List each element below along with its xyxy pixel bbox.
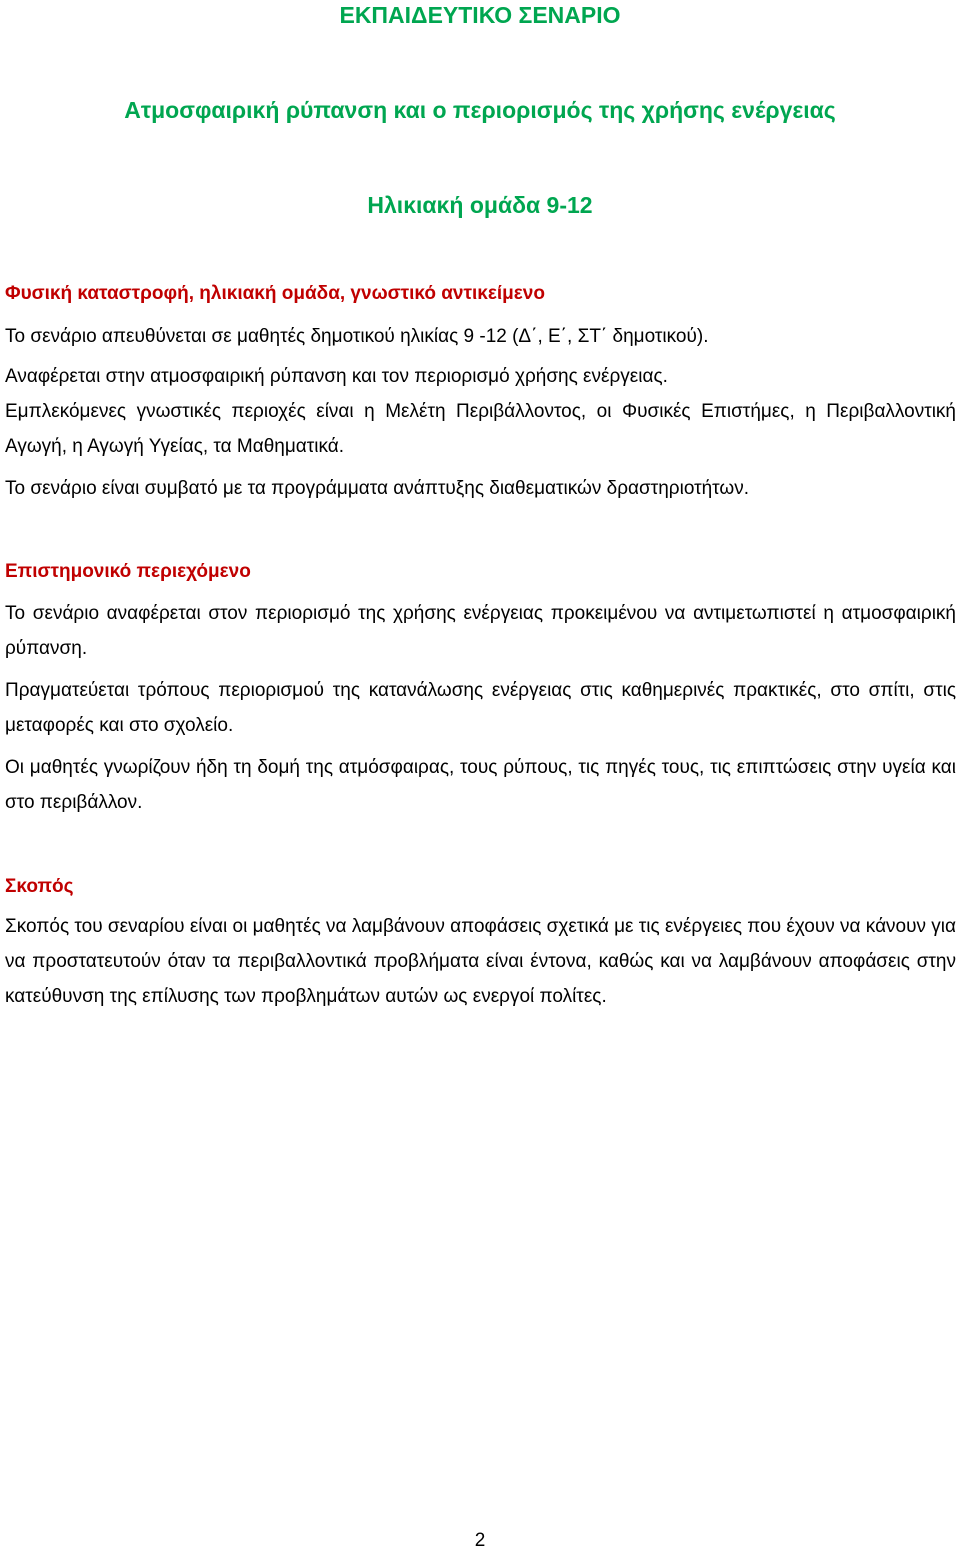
document-title: ΕΚΠΑΙΔΕΥΤΙΚΟ ΣΕΝΑΡΙΟ: [339, 2, 621, 28]
overview-paragraph-audience: Το σενάριο απευθύνεται σε μαθητές δημοτικού ηλικίας 9 -12 (Δ΄, Ε΄, ΣΤ΄ δημοτικού).: [5, 326, 709, 347]
overview-paragraph-subjects: Εμπλεκόμενες γνωστικές περιοχές είναι η Μελέτη Περιβάλλοντος, οι Φυσικές Επιστήμες, η Περιβαλλοντική Αγωγή, η Αγωγή Υγείας, τα Μαθηματικά.: [5, 401, 956, 457]
purpose-paragraph: Σκοπός του σεναρίου είναι οι μαθητές να λαμβάνουν αποφάσεις σχετικά με τις ενέργειες που έχουν να κάνουν για να προστατευτούν όταν τα περιβαλλοντικά προβλήματα είναι έντονα, καθώς και να λαμβάνουν αποφάσεις στην κατεύθυνση της επίλυσης των προβλημάτων αυτών ως ενεργοί πολίτες.: [5, 916, 957, 1007]
section-heading-overview: Φυσική καταστροφή, ηλικιακή ομάδα, γνωστικό αντικείμενο: [5, 283, 545, 304]
overview-paragraph-compatibility: Το σενάριο είναι συμβατό με τα προγράμματα ανάπτυξης διαθεματικών δραστηριοτήτων.: [5, 478, 750, 499]
section-heading-purpose: Σκοπός: [5, 876, 74, 897]
overview-paragraph-topic: Αναφέρεται στην ατμοσφαιρική ρύπανση και τον περιορισμό χρήσης ενέργειας.: [5, 366, 668, 387]
scientific-content-paragraph-1: Το σενάριο αναφέρεται στον περιορισμό της χρήσης ενέργειας προκειμένου να αντιμετωπιστεί η ατμοσφαιρική ρύπανση.: [5, 603, 956, 659]
scientific-content-paragraph-3: Οι μαθητές γνωρίζουν ήδη τη δομή της ατμόσφαιρας, τους ρύπους, τις πηγές τους, τις επιπτώσεις στην υγεία και στο περιβάλλον.: [5, 757, 956, 813]
age-group-title: Ηλικιακή ομάδα 9-12: [367, 192, 593, 218]
section-heading-scientific-content: Επιστημονικό περιεχόμενο: [5, 561, 251, 582]
page-number: 2: [474, 1530, 486, 1551]
document-subtitle: Ατμοσφαιρική ρύπανση και ο περιορισμός της χρήσης ενέργειας: [124, 97, 836, 123]
scientific-content-paragraph-2: Πραγματεύεται τρόπους περιορισμού της κατανάλωσης ενέργειας στις καθημερινές πρακτικές, στο σπίτι, στις μεταφορές και στο σχολείο.: [5, 680, 956, 736]
